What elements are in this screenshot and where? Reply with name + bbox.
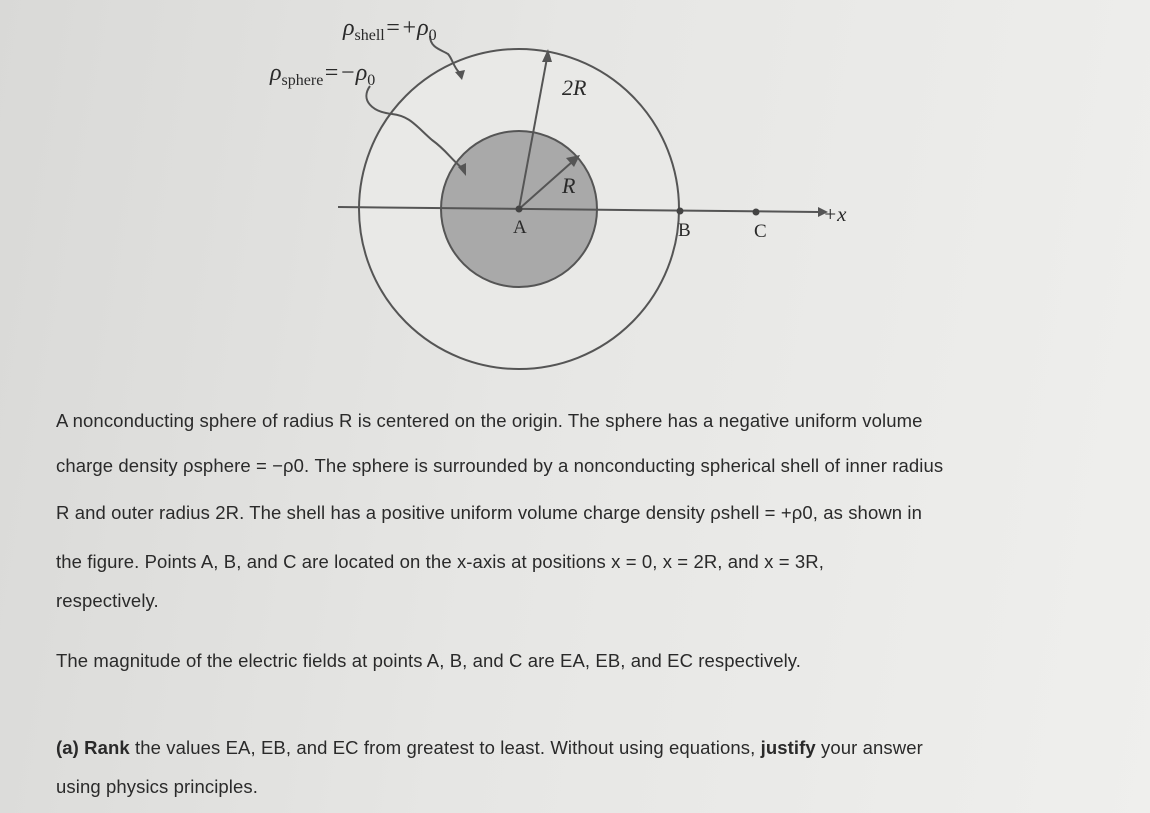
label-C: C xyxy=(754,221,767,242)
sphere-shell-diagram xyxy=(0,0,1150,400)
paragraph-3-end: your answer xyxy=(821,737,923,758)
point-A xyxy=(516,206,523,213)
paragraph-3-text: the values EA, EB, and EC from greatest to least. Without using equations, xyxy=(135,737,756,758)
paragraph-1-line-5: respectively. xyxy=(56,590,159,611)
point-B xyxy=(677,208,684,215)
paragraph-3-line-1 xyxy=(56,737,923,759)
paragraph-1-line-3: R and outer radius 2R. The shell has a positive uniform volume charge density ρshell = +ρ0, as shown in xyxy=(56,502,923,523)
rank-keyword: (a) Rank xyxy=(56,737,130,758)
label-B: B xyxy=(678,220,691,241)
paragraph-1-line-4: the figure. Points A, B, and C are located on the x-axis at positions x = 0, x = 2R, and x = 3R, xyxy=(56,551,825,572)
label-A: A xyxy=(513,217,527,238)
rho-shell-label: $\rho_{shell}=+\rho_0$ xyxy=(343,15,437,44)
paragraph-2: The magnitude of the electric fields at points A, B, and C are EA, EB, and EC respectively. xyxy=(56,650,802,671)
rho-sphere-label: $\rho_{sphere}=-\rho_0$ xyxy=(270,60,376,89)
point-C xyxy=(753,209,760,216)
paragraph-1-line-2: charge density ρsphere = −ρ0. The sphere is surrounded by a nonconducting spherical shell of inner radius xyxy=(56,455,944,476)
paragraph-1-line-1: A nonconducting sphere of radius R is centered on the origin. The sphere has a negative uniform volume xyxy=(56,410,923,431)
justify-keyword: justify xyxy=(760,737,816,758)
paragraph-3-line-2: using physics principles. xyxy=(56,776,258,797)
label-plus-x: +x xyxy=(823,202,847,226)
label-2R: 2R xyxy=(562,75,587,100)
label-R: R xyxy=(562,173,576,198)
